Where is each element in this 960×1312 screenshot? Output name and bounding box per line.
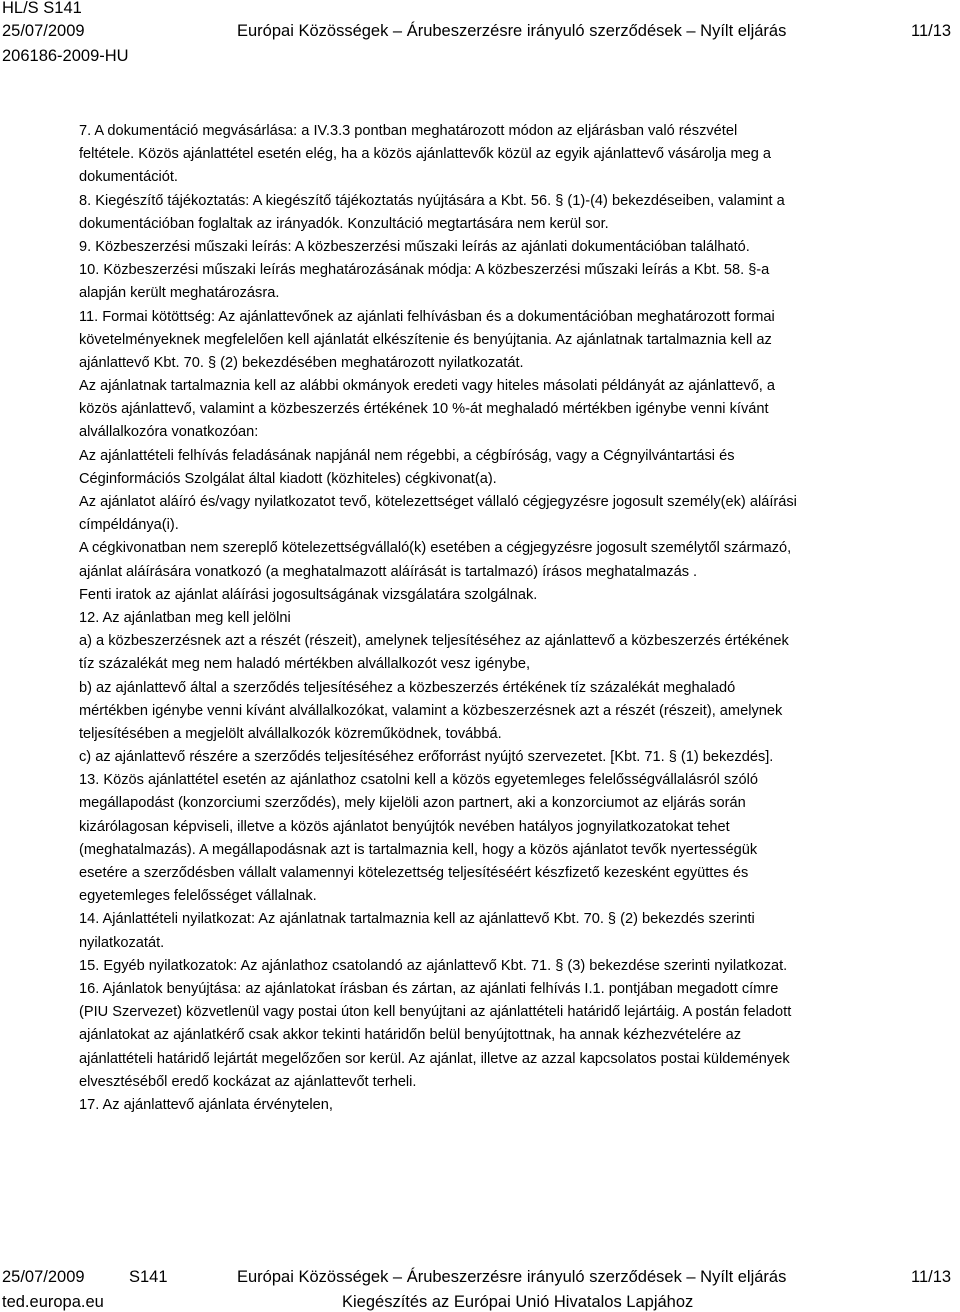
text-line: tíz százalékát meg nem haladó mértékben alvállalkozót vesz igénybe,: [79, 656, 531, 673]
text-line: megállapodást (konzorciumi szerződés), mely kijelöli azon partnert, aki a konzorciumot az eljárás során: [79, 795, 746, 812]
text-line: alvállalkozóra vonatkozóan:: [79, 424, 259, 441]
footer-page-number: 11/13: [911, 1268, 952, 1286]
text-line: 13. Közös ajánlattétel esetén az ajánlathoz csatolni kell a közös egyetemleges felelősségvállalásról szóló: [79, 772, 759, 789]
text-line: ajánlattételi határidő lejártát megelőzően sor kerül. Az ajánlat, illetve az azzal kapcsolatos postai küldemények: [79, 1050, 790, 1067]
text-line: alapján került meghatározásra.: [79, 285, 280, 302]
text-line: Az ajánlatot aláíró és/vagy nyilatkozatot tevő, kötelezettséget vállaló cégjegyzésre jogosult személy(ek) aláírási: [79, 494, 797, 510]
text-line: dokumentációban foglaltak az irányadók. Konzultáció megtartására nem kerül sor.: [79, 215, 609, 232]
header-title: Európai Közösségek – Árubeszerzésre irányuló szerződések – Nyílt eljárás: [237, 22, 787, 40]
text-line: 17. Az ajánlattevő ajánlata érvénytelen,: [79, 1096, 333, 1113]
header-page-number: 11/13: [911, 22, 952, 40]
text-line: címpéldánya(i).: [79, 517, 179, 534]
text-line: c) az ajánlattevő részére a szerződés teljesítéséhez erőforrást nyújtó szervezetet. [Kbt. 71. § (1) bekezdés].: [79, 749, 774, 766]
text-line: a) a közbeszerzésnek azt a részét (részeit), amelynek teljesítéséhez az ajánlattevő a közbeszerzés értékének: [79, 633, 789, 650]
text-line: 11. Formai kötöttség: Az ajánlattevőnek az ajánlati felhívásban és a dokumentációban meghatározott formai: [79, 308, 775, 325]
text-line: b) az ajánlattevő által a szerződés teljesítéséhez a közbeszerzés értékének tíz százalékát meghaladó: [79, 679, 736, 696]
text-line: Fenti iratok az ajánlat aláírási jogosultságának vizsgálatára szolgálnak.: [79, 586, 538, 603]
footer-site-link[interactable]: ted.europa.eu: [2, 1293, 104, 1311]
text-line: dokumentációt.: [79, 169, 178, 186]
header-date: 25/07/2009: [2, 22, 85, 40]
text-line: Az ajánlatnak tartalmaznia kell az alábbi okmányok eredeti vagy hiteles másolati példányát az ajánlattevő, a: [79, 378, 776, 395]
text-line: 10. Közbeszerzési műszaki leírás meghatározásának módja: A közbeszerzési műszaki leírás a Kbt. 58. §-a: [79, 262, 770, 279]
text-line: követelményeknek megfelelően kell ajánlatát elkészítenie és benyújtania. Az ajánlatnak tartalmaznia kell az: [79, 331, 772, 348]
text-line: 14. Ajánlattételi nyilatkozat: Az ajánlatnak tartalmaznia kell az ajánlattevő Kbt. 70. § (2) bekezdés szerinti: [79, 911, 755, 928]
footer-date: 25/07/2009: [2, 1268, 85, 1286]
footer-publisher: Kiegészítés az Európai Unió Hivatalos Lapjához: [342, 1293, 694, 1311]
header-code: HL/S S141: [2, 0, 82, 17]
text-line: A cégkivonatban nem szereplő kötelezettségvállaló(k) esetében a cégjegyzésre jogosult személytől származó,: [79, 540, 792, 557]
text-line: Céginformációs Szolgálat által kiadott (közhiteles) cégkivonat(a).: [79, 470, 497, 487]
text-line: 9. Közbeszerzési műszaki leírás: A közbeszerzési műszaki leírás az ajánlati dokumentációban található.: [79, 238, 750, 255]
text-line: 12. Az ajánlatban meg kell jelölni: [79, 609, 291, 626]
text-line: esetére a szerződésben vállalt valamennyi kötelezettség teljesítéséért készfizető kezesként együttes és: [79, 865, 749, 881]
header-document-id: 206186-2009-HU: [2, 47, 129, 65]
text-line: Az ajánlattételi felhívás feladásának napjánál nem régebbi, a cégbíróság, vagy a Cégnyilvántartási és: [79, 447, 735, 464]
text-line: ajánlatokat az ajánlatkérő csak akkor tekinti határidőn belül benyújtottnak, ha annak kézhezvételére az: [79, 1027, 741, 1044]
text-line: 7. A dokumentáció megvásárlása: a IV.3.3 pontban meghatározott módon az eljárásban való részvétel: [79, 123, 738, 139]
text-line: teljesítésében a megjelölt alvállalkozók közreműködnek, továbbá.: [79, 725, 502, 742]
text-line: kizárólagosan képviseli, illetve a közös ajánlatot benyújtók nevében hatályos jognyilatkozatokat tehet: [79, 818, 730, 835]
footer-title: Európai Közösségek – Árubeszerzésre irányuló szerződések – Nyílt eljárás: [237, 1268, 787, 1286]
text-line: ajánlattevő Kbt. 70. § (2) bekezdésében meghatározott nyilatkozatát.: [79, 354, 524, 371]
text-line: (PIU Szervezet) közvetlenül vagy postai úton kell benyújtani az ajánlattételi határidő lejártáig. A postán feladott: [79, 1004, 792, 1021]
text-line: elvesztéséből eredő kockázat az ajánlattevőt terheli.: [79, 1073, 417, 1090]
text-line: feltétele. Közös ajánlattétel esetén elég, ha a közös ajánlattevők közül az egyik ajánlattevő vásárolja meg a: [79, 146, 772, 163]
text-line: 8. Kiegészítő tájékoztatás: A kiegészítő tájékoztatás nyújtására a Kbt. 56. § (1)-(4) bekezdéseiben, valamint a: [79, 192, 785, 209]
footer-code: S141: [129, 1268, 168, 1286]
document-body: [79, 120, 954, 1117]
text-line: ajánlat aláírására vonatkozó (a meghatalmazott aláírását is tartalmazó) írásos meghatalmazás .: [79, 563, 698, 580]
text-line: 15. Egyéb nyilatkozatok: Az ajánlathoz csatolandó az ajánlattevő Kbt. 71. § (3) bekezdése szerinti nyilatkozat.: [79, 957, 788, 974]
text-line: egyetemleges felelősséget vállalnak.: [79, 888, 317, 905]
text-line: nyilatkozatát.: [79, 934, 165, 951]
text-line: (meghatalmazás). A megállapodásnak azt is tartalmaznia kell, hogy a közös ajánlatot tevők nyertességük: [79, 841, 758, 858]
text-line: közös ajánlattevő, valamint a közbeszerzés értékének 10 %-át meghaladó mértékben igénybe venni kívánt: [79, 401, 769, 418]
text-line: mértékben igénybe venni kívánt alvállalkozókat, valamint a közbeszerzésnek azt a részét (részeit), amelynek: [79, 702, 783, 719]
text-line: 16. Ajánlatok benyújtása: az ajánlatokat írásban és zártan, az ajánlati felhívás I.1. pontjában megadott címre: [79, 980, 779, 997]
